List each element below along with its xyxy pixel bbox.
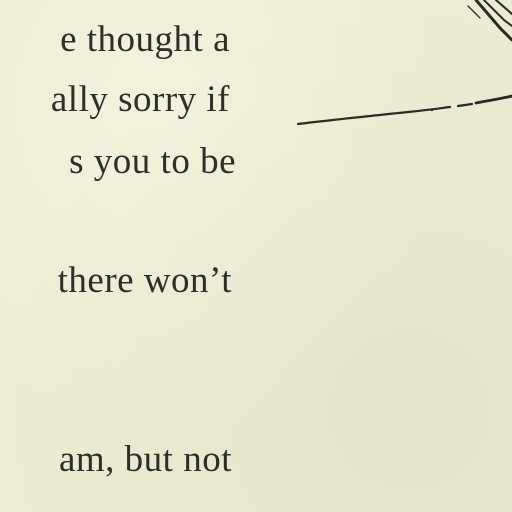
text-line-1: e thought a [60, 19, 230, 60]
text-line-4: there won’t [57, 260, 232, 301]
horizon-line-end [476, 96, 512, 103]
sketch-stroke-1 [476, 0, 512, 40]
horizon-line-dash [458, 104, 472, 106]
text-line-3: s you to be [69, 141, 236, 182]
horizon-line [298, 107, 450, 124]
ink-dot [431, 109, 433, 111]
text-line-2: ally sorry if [50, 79, 230, 120]
sketch-stroke-3 [496, 0, 512, 14]
sketch-stroke-4 [468, 6, 480, 18]
text-line-5: am, but not [58, 439, 232, 480]
ink-sketch-illustration [290, 0, 512, 140]
